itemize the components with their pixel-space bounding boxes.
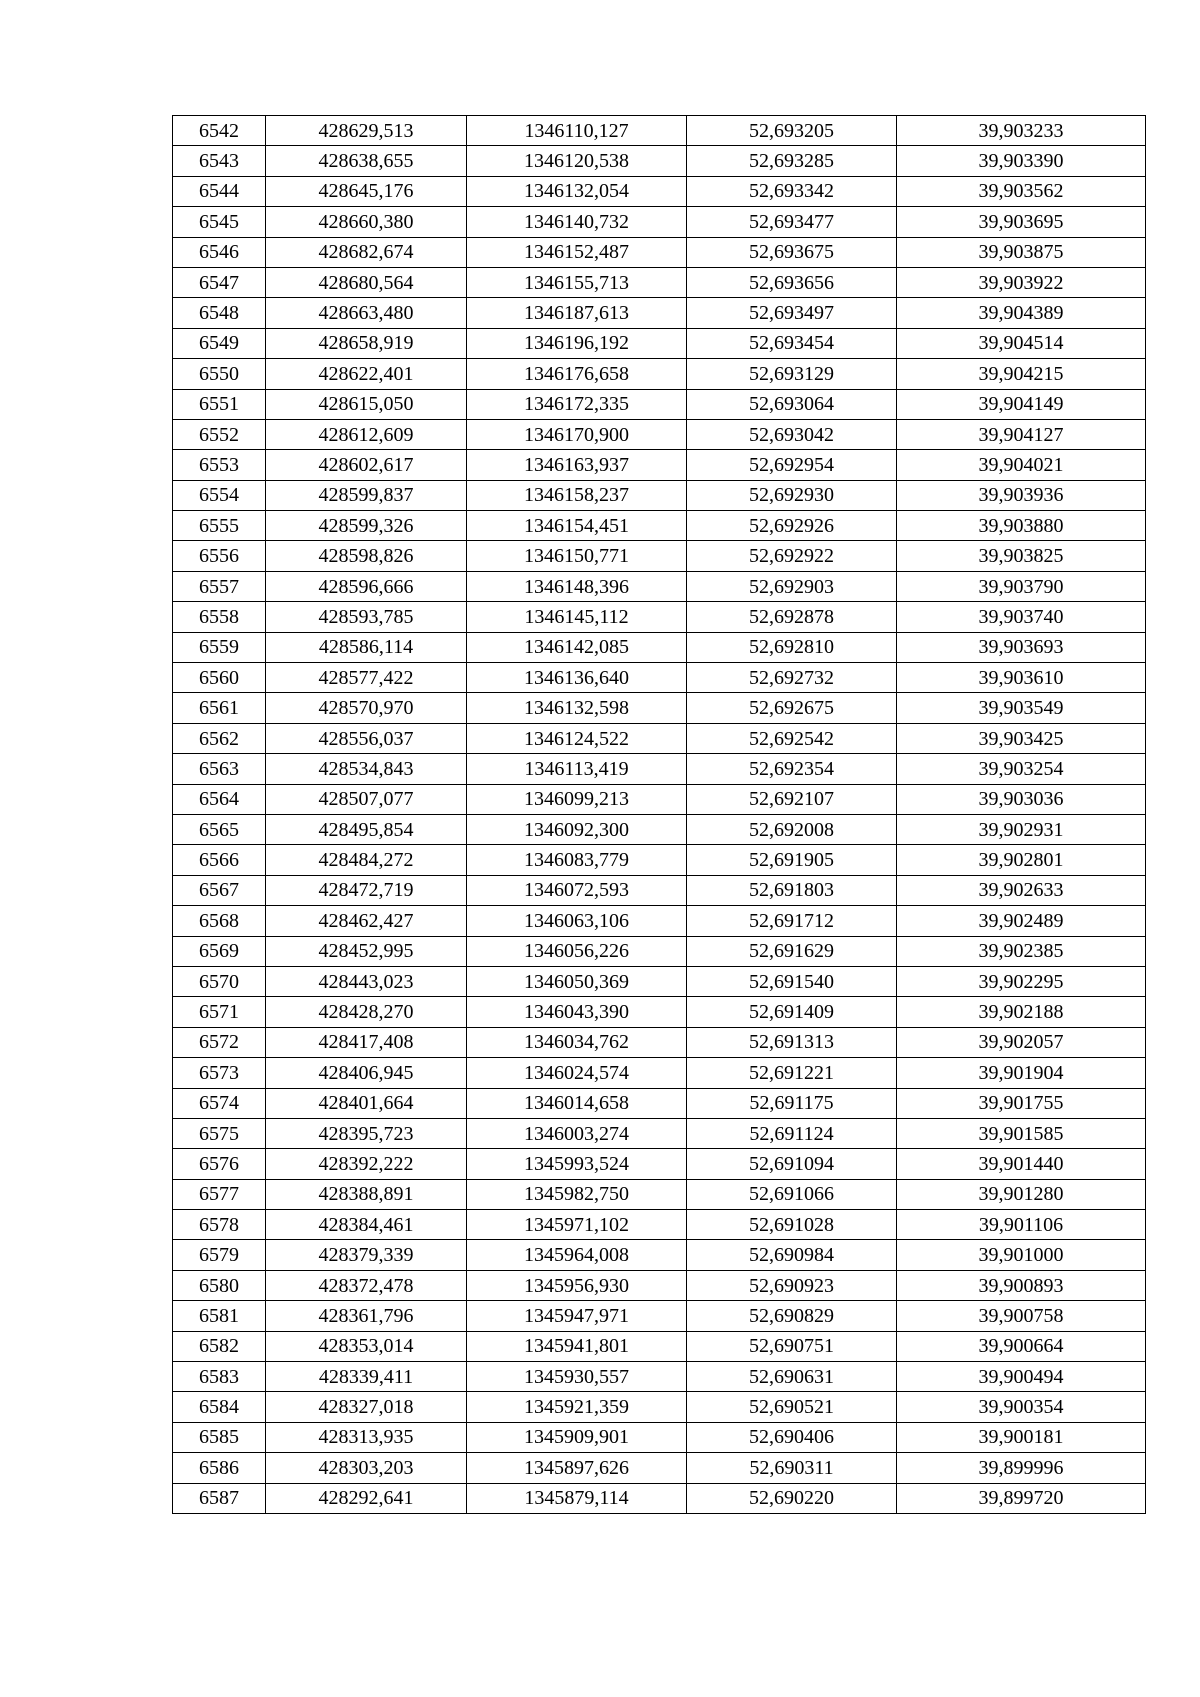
point-number-cell: 6573 xyxy=(173,1058,266,1088)
point-number-cell: 6545 xyxy=(173,207,266,237)
longitude-cell: 39,903036 xyxy=(897,784,1146,814)
point-number-cell: 6543 xyxy=(173,146,266,176)
latitude-cell: 52,690984 xyxy=(687,1240,897,1270)
x-coordinate-cell: 428586,114 xyxy=(266,632,467,662)
table-row xyxy=(173,1483,1146,1513)
x-coordinate-cell: 428598,826 xyxy=(266,541,467,571)
x-coordinate-cell: 428658,919 xyxy=(266,328,467,358)
table-row xyxy=(173,1058,1146,1088)
y-coordinate-cell: 1345947,971 xyxy=(467,1301,687,1331)
y-coordinate-cell: 1346170,900 xyxy=(467,419,687,449)
latitude-cell: 52,690923 xyxy=(687,1270,897,1300)
table-row xyxy=(173,845,1146,875)
table-row xyxy=(173,328,1146,358)
point-number-cell: 6586 xyxy=(173,1453,266,1483)
table-row xyxy=(173,936,1146,966)
x-coordinate-cell: 428599,837 xyxy=(266,480,467,510)
latitude-cell: 52,690220 xyxy=(687,1483,897,1513)
point-number-cell: 6561 xyxy=(173,693,266,723)
point-number-cell: 6566 xyxy=(173,845,266,875)
longitude-cell: 39,899720 xyxy=(897,1483,1146,1513)
latitude-cell: 52,691094 xyxy=(687,1149,897,1179)
latitude-cell: 52,693656 xyxy=(687,267,897,297)
y-coordinate-cell: 1346113,419 xyxy=(467,754,687,784)
x-coordinate-cell: 428303,203 xyxy=(266,1453,467,1483)
x-coordinate-cell: 428680,564 xyxy=(266,267,467,297)
latitude-cell: 52,692810 xyxy=(687,632,897,662)
latitude-cell: 52,691124 xyxy=(687,1118,897,1148)
latitude-cell: 52,691313 xyxy=(687,1027,897,1057)
table-row xyxy=(173,997,1146,1027)
latitude-cell: 52,691803 xyxy=(687,875,897,905)
x-coordinate-cell: 428663,480 xyxy=(266,298,467,328)
x-coordinate-cell: 428392,222 xyxy=(266,1149,467,1179)
x-coordinate-cell: 428339,411 xyxy=(266,1362,467,1392)
point-number-cell: 6544 xyxy=(173,176,266,206)
x-coordinate-cell: 428313,935 xyxy=(266,1422,467,1452)
latitude-cell: 52,690406 xyxy=(687,1422,897,1452)
latitude-cell: 52,691028 xyxy=(687,1210,897,1240)
point-number-cell: 6569 xyxy=(173,936,266,966)
y-coordinate-cell: 1345964,008 xyxy=(467,1240,687,1270)
table-row xyxy=(173,1179,1146,1209)
longitude-cell: 39,900494 xyxy=(897,1362,1146,1392)
latitude-cell: 52,693129 xyxy=(687,359,897,389)
x-coordinate-cell: 428593,785 xyxy=(266,602,467,632)
latitude-cell: 52,692922 xyxy=(687,541,897,571)
longitude-cell: 39,901585 xyxy=(897,1118,1146,1148)
latitude-cell: 52,693454 xyxy=(687,328,897,358)
y-coordinate-cell: 1345956,930 xyxy=(467,1270,687,1300)
x-coordinate-cell: 428660,380 xyxy=(266,207,467,237)
x-coordinate-cell: 428596,666 xyxy=(266,571,467,601)
longitude-cell: 39,900181 xyxy=(897,1422,1146,1452)
longitude-cell: 39,904514 xyxy=(897,328,1146,358)
table-row xyxy=(173,1149,1146,1179)
latitude-cell: 52,690631 xyxy=(687,1362,897,1392)
longitude-cell: 39,900893 xyxy=(897,1270,1146,1300)
table-row xyxy=(173,906,1146,936)
x-coordinate-cell: 428401,664 xyxy=(266,1088,467,1118)
table-row xyxy=(173,754,1146,784)
point-number-cell: 6550 xyxy=(173,359,266,389)
table-row xyxy=(173,1027,1146,1057)
longitude-cell: 39,902931 xyxy=(897,814,1146,844)
x-coordinate-cell: 428645,176 xyxy=(266,176,467,206)
x-coordinate-cell: 428599,326 xyxy=(266,511,467,541)
x-coordinate-cell: 428388,891 xyxy=(266,1179,467,1209)
x-coordinate-cell: 428443,023 xyxy=(266,966,467,996)
point-number-cell: 6548 xyxy=(173,298,266,328)
longitude-cell: 39,903825 xyxy=(897,541,1146,571)
longitude-cell: 39,904389 xyxy=(897,298,1146,328)
x-coordinate-cell: 428462,427 xyxy=(266,906,467,936)
y-coordinate-cell: 1346158,237 xyxy=(467,480,687,510)
latitude-cell: 52,692878 xyxy=(687,602,897,632)
latitude-cell: 52,691066 xyxy=(687,1179,897,1209)
table-row xyxy=(173,663,1146,693)
point-number-cell: 6564 xyxy=(173,784,266,814)
y-coordinate-cell: 1346034,762 xyxy=(467,1027,687,1057)
longitude-cell: 39,902057 xyxy=(897,1027,1146,1057)
point-number-cell: 6567 xyxy=(173,875,266,905)
y-coordinate-cell: 1346083,779 xyxy=(467,845,687,875)
y-coordinate-cell: 1346014,658 xyxy=(467,1088,687,1118)
latitude-cell: 52,693497 xyxy=(687,298,897,328)
longitude-cell: 39,904127 xyxy=(897,419,1146,449)
longitude-cell: 39,903693 xyxy=(897,632,1146,662)
table-row xyxy=(173,116,1146,146)
y-coordinate-cell: 1346152,487 xyxy=(467,237,687,267)
longitude-cell: 39,903936 xyxy=(897,480,1146,510)
longitude-cell: 39,903875 xyxy=(897,237,1146,267)
longitude-cell: 39,902801 xyxy=(897,845,1146,875)
y-coordinate-cell: 1345941,801 xyxy=(467,1331,687,1361)
latitude-cell: 52,691540 xyxy=(687,966,897,996)
longitude-cell: 39,903880 xyxy=(897,511,1146,541)
point-number-cell: 6542 xyxy=(173,116,266,146)
table-row xyxy=(173,146,1146,176)
x-coordinate-cell: 428602,617 xyxy=(266,450,467,480)
y-coordinate-cell: 1346024,574 xyxy=(467,1058,687,1088)
table-row xyxy=(173,693,1146,723)
x-coordinate-cell: 428682,674 xyxy=(266,237,467,267)
y-coordinate-cell: 1346176,658 xyxy=(467,359,687,389)
point-number-cell: 6585 xyxy=(173,1422,266,1452)
point-number-cell: 6583 xyxy=(173,1362,266,1392)
table-row xyxy=(173,1270,1146,1300)
table-row xyxy=(173,814,1146,844)
table-row xyxy=(173,359,1146,389)
x-coordinate-cell: 428570,970 xyxy=(266,693,467,723)
coordinates-table xyxy=(172,115,1146,1514)
latitude-cell: 52,692903 xyxy=(687,571,897,601)
point-number-cell: 6571 xyxy=(173,997,266,1027)
y-coordinate-cell: 1346072,593 xyxy=(467,875,687,905)
longitude-cell: 39,900354 xyxy=(897,1392,1146,1422)
x-coordinate-cell: 428452,995 xyxy=(266,936,467,966)
point-number-cell: 6551 xyxy=(173,389,266,419)
longitude-cell: 39,904021 xyxy=(897,450,1146,480)
table-row xyxy=(173,450,1146,480)
x-coordinate-cell: 428612,609 xyxy=(266,419,467,449)
y-coordinate-cell: 1345993,524 xyxy=(467,1149,687,1179)
longitude-cell: 39,903610 xyxy=(897,663,1146,693)
table-row xyxy=(173,723,1146,753)
table-row xyxy=(173,1301,1146,1331)
point-number-cell: 6578 xyxy=(173,1210,266,1240)
y-coordinate-cell: 1345897,626 xyxy=(467,1453,687,1483)
x-coordinate-cell: 428327,018 xyxy=(266,1392,467,1422)
latitude-cell: 52,691905 xyxy=(687,845,897,875)
point-number-cell: 6553 xyxy=(173,450,266,480)
latitude-cell: 52,692008 xyxy=(687,814,897,844)
table-row xyxy=(173,571,1146,601)
longitude-cell: 39,903562 xyxy=(897,176,1146,206)
point-number-cell: 6557 xyxy=(173,571,266,601)
table-row xyxy=(173,875,1146,905)
table-row xyxy=(173,1210,1146,1240)
point-number-cell: 6546 xyxy=(173,237,266,267)
longitude-cell: 39,903790 xyxy=(897,571,1146,601)
point-number-cell: 6549 xyxy=(173,328,266,358)
point-number-cell: 6554 xyxy=(173,480,266,510)
point-number-cell: 6568 xyxy=(173,906,266,936)
longitude-cell: 39,901280 xyxy=(897,1179,1146,1209)
latitude-cell: 52,693675 xyxy=(687,237,897,267)
x-coordinate-cell: 428629,513 xyxy=(266,116,467,146)
table-row xyxy=(173,1453,1146,1483)
y-coordinate-cell: 1346154,451 xyxy=(467,511,687,541)
table-row xyxy=(173,298,1146,328)
x-coordinate-cell: 428384,461 xyxy=(266,1210,467,1240)
longitude-cell: 39,902385 xyxy=(897,936,1146,966)
longitude-cell: 39,904215 xyxy=(897,359,1146,389)
y-coordinate-cell: 1346110,127 xyxy=(467,116,687,146)
latitude-cell: 52,692354 xyxy=(687,754,897,784)
point-number-cell: 6565 xyxy=(173,814,266,844)
point-number-cell: 6555 xyxy=(173,511,266,541)
y-coordinate-cell: 1345921,359 xyxy=(467,1392,687,1422)
y-coordinate-cell: 1346136,640 xyxy=(467,663,687,693)
table-row xyxy=(173,237,1146,267)
latitude-cell: 52,690311 xyxy=(687,1453,897,1483)
x-coordinate-cell: 428417,408 xyxy=(266,1027,467,1057)
y-coordinate-cell: 1346132,054 xyxy=(467,176,687,206)
longitude-cell: 39,900758 xyxy=(897,1301,1146,1331)
latitude-cell: 52,690829 xyxy=(687,1301,897,1331)
table-row xyxy=(173,1240,1146,1270)
table-row xyxy=(173,207,1146,237)
y-coordinate-cell: 1346063,106 xyxy=(467,906,687,936)
y-coordinate-cell: 1346099,213 xyxy=(467,784,687,814)
x-coordinate-cell: 428577,422 xyxy=(266,663,467,693)
latitude-cell: 52,690751 xyxy=(687,1331,897,1361)
x-coordinate-cell: 428406,945 xyxy=(266,1058,467,1088)
y-coordinate-cell: 1346142,085 xyxy=(467,632,687,662)
point-number-cell: 6575 xyxy=(173,1118,266,1148)
latitude-cell: 52,691712 xyxy=(687,906,897,936)
longitude-cell: 39,901755 xyxy=(897,1088,1146,1118)
table-row xyxy=(173,389,1146,419)
y-coordinate-cell: 1345879,114 xyxy=(467,1483,687,1513)
table-row xyxy=(173,1392,1146,1422)
table-row xyxy=(173,541,1146,571)
latitude-cell: 52,693285 xyxy=(687,146,897,176)
point-number-cell: 6581 xyxy=(173,1301,266,1331)
latitude-cell: 52,692107 xyxy=(687,784,897,814)
y-coordinate-cell: 1346145,112 xyxy=(467,602,687,632)
x-coordinate-cell: 428638,655 xyxy=(266,146,467,176)
longitude-cell: 39,901000 xyxy=(897,1240,1146,1270)
y-coordinate-cell: 1346163,937 xyxy=(467,450,687,480)
y-coordinate-cell: 1346056,226 xyxy=(467,936,687,966)
point-number-cell: 6577 xyxy=(173,1179,266,1209)
y-coordinate-cell: 1346003,274 xyxy=(467,1118,687,1148)
latitude-cell: 52,690521 xyxy=(687,1392,897,1422)
table-row xyxy=(173,419,1146,449)
y-coordinate-cell: 1346043,390 xyxy=(467,997,687,1027)
x-coordinate-cell: 428361,796 xyxy=(266,1301,467,1331)
y-coordinate-cell: 1346148,396 xyxy=(467,571,687,601)
longitude-cell: 39,899996 xyxy=(897,1453,1146,1483)
table-row xyxy=(173,267,1146,297)
y-coordinate-cell: 1346050,369 xyxy=(467,966,687,996)
point-number-cell: 6559 xyxy=(173,632,266,662)
latitude-cell: 52,693042 xyxy=(687,419,897,449)
x-coordinate-cell: 428615,050 xyxy=(266,389,467,419)
longitude-cell: 39,903922 xyxy=(897,267,1146,297)
point-number-cell: 6572 xyxy=(173,1027,266,1057)
point-number-cell: 6558 xyxy=(173,602,266,632)
x-coordinate-cell: 428507,077 xyxy=(266,784,467,814)
table-row xyxy=(173,1362,1146,1392)
point-number-cell: 6584 xyxy=(173,1392,266,1422)
longitude-cell: 39,904149 xyxy=(897,389,1146,419)
point-number-cell: 6582 xyxy=(173,1331,266,1361)
y-coordinate-cell: 1346132,598 xyxy=(467,693,687,723)
y-coordinate-cell: 1345909,901 xyxy=(467,1422,687,1452)
longitude-cell: 39,902489 xyxy=(897,906,1146,936)
table-row xyxy=(173,1422,1146,1452)
longitude-cell: 39,901904 xyxy=(897,1058,1146,1088)
longitude-cell: 39,903233 xyxy=(897,116,1146,146)
point-number-cell: 6580 xyxy=(173,1270,266,1300)
point-number-cell: 6574 xyxy=(173,1088,266,1118)
latitude-cell: 52,692954 xyxy=(687,450,897,480)
longitude-cell: 39,903254 xyxy=(897,754,1146,784)
longitude-cell: 39,903390 xyxy=(897,146,1146,176)
point-number-cell: 6556 xyxy=(173,541,266,571)
latitude-cell: 52,692675 xyxy=(687,693,897,723)
latitude-cell: 52,692732 xyxy=(687,663,897,693)
latitude-cell: 52,691629 xyxy=(687,936,897,966)
y-coordinate-cell: 1346172,335 xyxy=(467,389,687,419)
longitude-cell: 39,900664 xyxy=(897,1331,1146,1361)
y-coordinate-cell: 1346140,732 xyxy=(467,207,687,237)
point-number-cell: 6560 xyxy=(173,663,266,693)
table-row xyxy=(173,1118,1146,1148)
point-number-cell: 6576 xyxy=(173,1149,266,1179)
point-number-cell: 6570 xyxy=(173,966,266,996)
point-number-cell: 6547 xyxy=(173,267,266,297)
latitude-cell: 52,692542 xyxy=(687,723,897,753)
x-coordinate-cell: 428428,270 xyxy=(266,997,467,1027)
x-coordinate-cell: 428495,854 xyxy=(266,814,467,844)
point-number-cell: 6552 xyxy=(173,419,266,449)
point-number-cell: 6563 xyxy=(173,754,266,784)
x-coordinate-cell: 428556,037 xyxy=(266,723,467,753)
x-coordinate-cell: 428622,401 xyxy=(266,359,467,389)
longitude-cell: 39,901440 xyxy=(897,1149,1146,1179)
latitude-cell: 52,691175 xyxy=(687,1088,897,1118)
latitude-cell: 52,693064 xyxy=(687,389,897,419)
longitude-cell: 39,902295 xyxy=(897,966,1146,996)
table-row xyxy=(173,602,1146,632)
y-coordinate-cell: 1346196,192 xyxy=(467,328,687,358)
y-coordinate-cell: 1345982,750 xyxy=(467,1179,687,1209)
y-coordinate-cell: 1346120,538 xyxy=(467,146,687,176)
x-coordinate-cell: 428472,719 xyxy=(266,875,467,905)
y-coordinate-cell: 1346124,522 xyxy=(467,723,687,753)
table-row xyxy=(173,966,1146,996)
longitude-cell: 39,901106 xyxy=(897,1210,1146,1240)
latitude-cell: 52,691409 xyxy=(687,997,897,1027)
table-row xyxy=(173,784,1146,814)
longitude-cell: 39,903740 xyxy=(897,602,1146,632)
latitude-cell: 52,691221 xyxy=(687,1058,897,1088)
y-coordinate-cell: 1346092,300 xyxy=(467,814,687,844)
coordinates-table-body xyxy=(173,116,1146,1514)
table-row xyxy=(173,511,1146,541)
x-coordinate-cell: 428353,014 xyxy=(266,1331,467,1361)
table-row xyxy=(173,480,1146,510)
y-coordinate-cell: 1346150,771 xyxy=(467,541,687,571)
x-coordinate-cell: 428292,641 xyxy=(266,1483,467,1513)
latitude-cell: 52,693477 xyxy=(687,207,897,237)
table-row xyxy=(173,632,1146,662)
y-coordinate-cell: 1345930,557 xyxy=(467,1362,687,1392)
longitude-cell: 39,903695 xyxy=(897,207,1146,237)
latitude-cell: 52,693205 xyxy=(687,116,897,146)
point-number-cell: 6579 xyxy=(173,1240,266,1270)
point-number-cell: 6587 xyxy=(173,1483,266,1513)
latitude-cell: 52,693342 xyxy=(687,176,897,206)
longitude-cell: 39,903549 xyxy=(897,693,1146,723)
y-coordinate-cell: 1346155,713 xyxy=(467,267,687,297)
latitude-cell: 52,692930 xyxy=(687,480,897,510)
table-row xyxy=(173,1088,1146,1118)
x-coordinate-cell: 428379,339 xyxy=(266,1240,467,1270)
y-coordinate-cell: 1345971,102 xyxy=(467,1210,687,1240)
longitude-cell: 39,903425 xyxy=(897,723,1146,753)
table-row xyxy=(173,1331,1146,1361)
x-coordinate-cell: 428484,272 xyxy=(266,845,467,875)
x-coordinate-cell: 428395,723 xyxy=(266,1118,467,1148)
point-number-cell: 6562 xyxy=(173,723,266,753)
y-coordinate-cell: 1346187,613 xyxy=(467,298,687,328)
longitude-cell: 39,902633 xyxy=(897,875,1146,905)
table-row xyxy=(173,176,1146,206)
latitude-cell: 52,692926 xyxy=(687,511,897,541)
x-coordinate-cell: 428534,843 xyxy=(266,754,467,784)
longitude-cell: 39,902188 xyxy=(897,997,1146,1027)
x-coordinate-cell: 428372,478 xyxy=(266,1270,467,1300)
